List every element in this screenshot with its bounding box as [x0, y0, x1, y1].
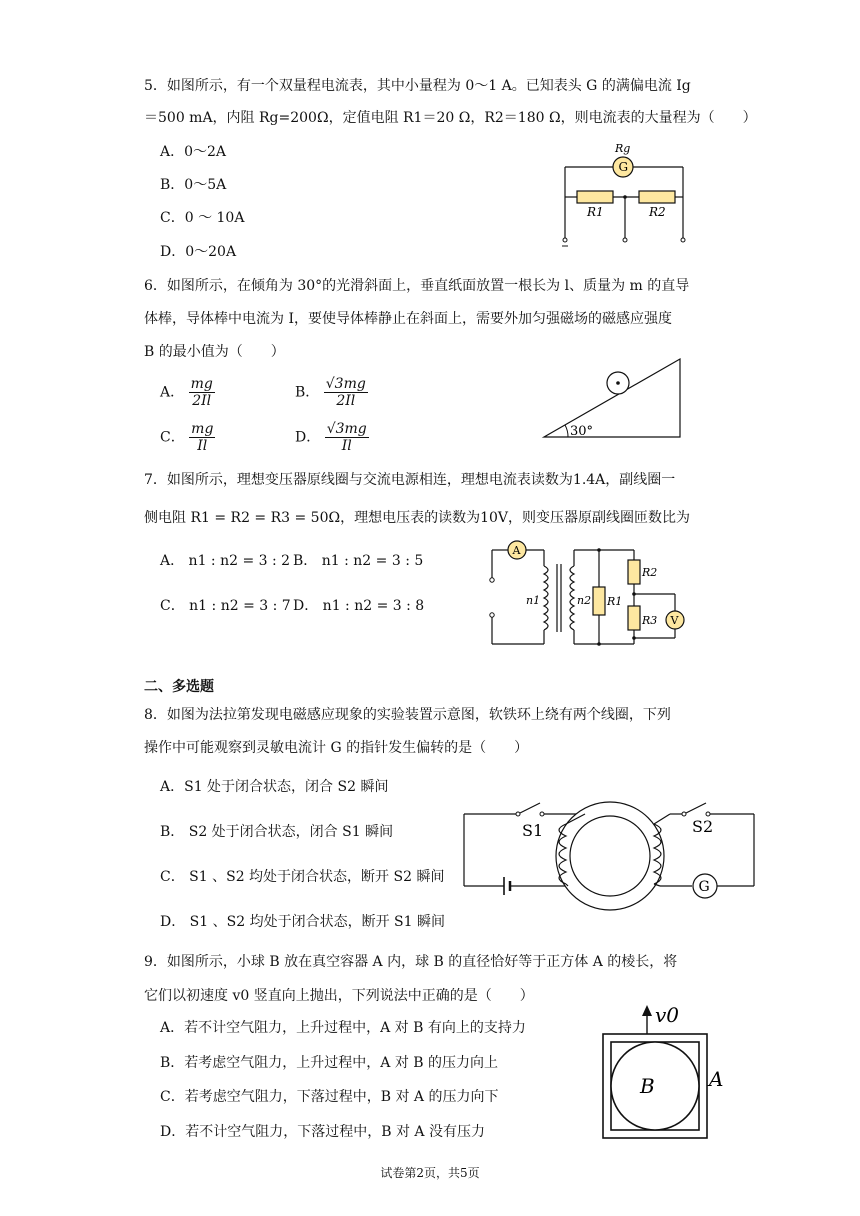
- q7-label-v: V: [670, 614, 679, 627]
- fraction-numerator: √3mg: [325, 376, 366, 392]
- q9-label-a: A: [709, 1067, 724, 1091]
- q7-transformer-diagram: [482, 538, 712, 650]
- q7-label-r2: R2: [642, 566, 658, 579]
- q6-option-c[interactable]: [160, 421, 215, 454]
- fraction-numerator: mg: [191, 421, 214, 437]
- q6-option-c-fraction: [189, 421, 215, 454]
- q8-option-c[interactable]: C． S1 、S2 均处于闭合状态，断开 S2 瞬间: [160, 869, 445, 885]
- q6-option-d-fraction: [325, 421, 369, 454]
- q9-label-v0: v0: [655, 1003, 680, 1027]
- ball-b: [611, 1042, 699, 1130]
- fraction-numerator: √3mg: [326, 421, 367, 437]
- resistor-r2: [639, 191, 675, 203]
- q7-option-a[interactable]: A． n1 : n2 = 3 : 2: [160, 553, 291, 569]
- q7-option-d[interactable]: D． n1 : n2 = 3 : 8: [293, 598, 425, 614]
- fraction-denominator: Il: [341, 438, 352, 454]
- primary-coil: [544, 566, 548, 630]
- q5-label-rg: Rg: [615, 142, 631, 155]
- q6-option-a-letter: A．: [160, 384, 185, 401]
- q8-option-a[interactable]: A．S1 处于闭合状态，闭合 S2 瞬间: [160, 779, 389, 795]
- q9-option-c[interactable]: C．若考虑空气阻力，下落过程中，B 对 A 的压力向下: [160, 1089, 499, 1105]
- q7-label-n1: n1: [526, 594, 541, 607]
- page-footer: 试卷第2页，共5页: [380, 1166, 480, 1180]
- q8-faraday-ring-diagram: [460, 800, 760, 912]
- q9-option-b[interactable]: B．若考虑空气阻力，上升过程中，A 对 B 的压力向上: [160, 1055, 499, 1071]
- q9-stem-line1: 9．如图所示，小球 B 放在真空容器 A 内，球 B 的直径恰好等于正方体 A 的棱长，将: [144, 954, 678, 970]
- q8-option-b[interactable]: B． S2 处于闭合状态，闭合 S1 瞬间: [160, 824, 394, 840]
- q5-label-g: G: [618, 160, 629, 174]
- switch-s2-blade[interactable]: [686, 803, 706, 813]
- q6-option-b[interactable]: [295, 376, 368, 409]
- fraction-denominator: 2Il: [336, 393, 356, 409]
- resistor-r1: [593, 587, 605, 615]
- q8-option-d[interactable]: D． S1 、S2 均处于闭合状态，断开 S1 瞬间: [160, 914, 445, 930]
- q6-angle-label: 30°: [570, 424, 594, 439]
- resistor-r1: [577, 191, 613, 203]
- q7-option-c[interactable]: C． n1 : n2 = 3 : 7: [160, 598, 291, 614]
- q7-stem-line2: 侧电阻 R1 = R2 = R3 = 50Ω，理想电压表的读数为10V，则变压器原副线圈匝数比为: [144, 510, 691, 526]
- q8-stem-line2: 操作中可能观察到灵敏电流计 G 的指针发生偏转的是（ ）: [144, 740, 529, 756]
- q5-option-b[interactable]: B．0～5A: [160, 177, 227, 193]
- q5-option-d[interactable]: D．0～20A: [160, 244, 237, 260]
- fraction-numerator: mg: [190, 376, 213, 392]
- q7-label-n2: n2: [577, 594, 592, 607]
- q9-label-b: B: [640, 1074, 655, 1098]
- q6-option-a-fraction: [189, 376, 215, 409]
- q7-option-b[interactable]: B． n1 : n2 = 3 : 5: [293, 553, 424, 569]
- q5-circuit-diagram: [555, 140, 695, 250]
- resistor-r3: [628, 606, 640, 630]
- q6-stem-line2: 体棒，导体棒中电流为 I，要使导体棒静止在斜面上，需要外加匀强磁场的磁感应强度: [144, 311, 672, 327]
- switch-s1-blade[interactable]: [520, 803, 540, 813]
- q6-option-b-letter: B．: [295, 384, 320, 401]
- q9-stem-line2: 它们以初速度 v0 竖直向上抛出，下列说法中正确的是（ ）: [144, 988, 534, 1004]
- resistor-r2: [628, 560, 640, 584]
- q6-option-d[interactable]: [295, 421, 369, 454]
- q8-label-s2: S2: [692, 817, 714, 836]
- q7-label-r1: R1: [607, 595, 623, 608]
- q6-option-c-letter: C．: [160, 429, 185, 446]
- q6-stem-line3: B 的最小值为（ ）: [144, 344, 285, 360]
- q8-label-g: G: [698, 879, 710, 895]
- q6-stem-line1: 6．如图所示，在倾角为 30°的光滑斜面上，垂直纸面放置一根长为 l、质量为 m 的直导: [144, 278, 690, 294]
- q5-option-a[interactable]: A．0～2A: [160, 144, 227, 160]
- q9-container-ball-diagram: [595, 1000, 735, 1140]
- q7-label-a: A: [512, 544, 521, 557]
- q6-option-d-letter: D．: [295, 429, 321, 446]
- q5-label-r2: R2: [649, 205, 666, 219]
- q9-option-a[interactable]: A．若不计空气阻力，上升过程中，A 对 B 有向上的支持力: [160, 1020, 526, 1036]
- q5-stem-line2: ＝500 mA，内阻 Rg=200Ω，定值电阻 R1＝20 Ω，R2＝180 Ω，则电流表的大量程为（ ）: [144, 110, 757, 126]
- q6-incline-diagram: [540, 355, 690, 440]
- q8-label-s1: S1: [522, 821, 544, 840]
- q6-option-b-fraction: [324, 376, 368, 409]
- q5-option-c[interactable]: C．0 ～ 10A: [160, 210, 245, 226]
- q6-option-a[interactable]: [160, 376, 215, 409]
- section-heading-multiple-choice: 二、多选题: [144, 679, 214, 695]
- q7-stem-line1: 7．如图所示，理想变压器原线圈与交流电源相连，理想电流表读数为1.4A，副线圈一: [144, 472, 676, 488]
- secondary-coil: [570, 566, 574, 630]
- q8-stem-line1: 8．如图为法拉第发现电磁感应现象的实验装置示意图，软铁环上绕有两个线圈，下列: [144, 707, 671, 723]
- fraction-denominator: Il: [197, 438, 208, 454]
- q9-option-d[interactable]: D．若不计空气阻力，下落过程中，B 对 A 没有压力: [160, 1124, 485, 1140]
- fraction-denominator: 2Il: [192, 393, 212, 409]
- q7-label-r3: R3: [642, 614, 658, 627]
- q5-label-r1: R1: [587, 205, 604, 219]
- q5-stem-line1: 5．如图所示，有一个双量程电流表，其中小量程为 0～1 A。已知表头 G 的满偏电流 Ig: [144, 78, 691, 94]
